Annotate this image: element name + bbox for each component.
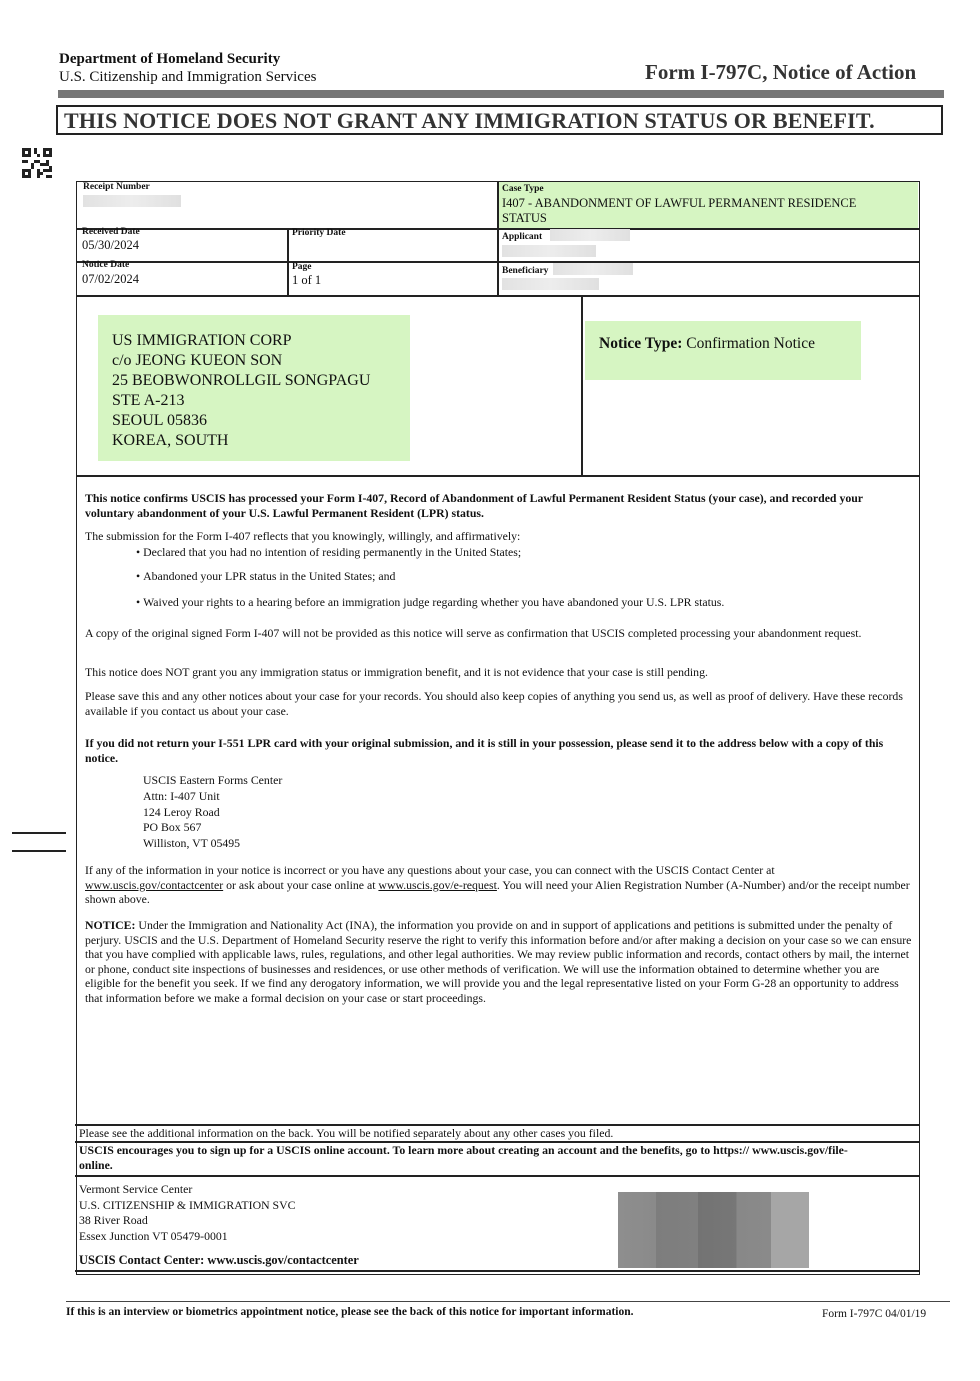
applicant-redacted <box>550 229 630 241</box>
beneficiary-redacted <box>553 263 633 275</box>
mail-address-line: 124 Leroy Road <box>143 804 220 819</box>
copy-paragraph: A copy of the original signed Form I-407 will not be provided as this notice will serve as confirmation that USCIS completed processing your abandonment request. <box>85 626 862 640</box>
beneficiary-redacted-2 <box>502 278 599 290</box>
department-name: Department of Homeland Security <box>59 51 281 67</box>
mail-address-block <box>143 773 282 852</box>
address-line: STE A-213 <box>112 392 185 409</box>
service-center-address <box>79 1182 296 1245</box>
received-date: 05/30/2024 <box>82 238 139 252</box>
save-records-paragraph: Please save this and any other notices about your case for your records. You should also keep copies of anything you send us, as well as proof of delivery. Have these records available if you contact us about your case. <box>85 689 903 718</box>
notice-type-value: Confirmation Notice <box>686 335 815 352</box>
contactcenter-link[interactable]: www.uscis.gov/contactcenter <box>85 877 224 892</box>
mailing-address-block <box>98 315 410 461</box>
received-date-label: Received Date <box>82 227 140 237</box>
barcode-redacted <box>618 1192 809 1268</box>
notice-type-label: Notice Type: <box>599 335 683 352</box>
qr-code-icon <box>22 148 52 178</box>
submission-paragraph: The submission for the Form I-407 reflects that you knowingly, willingly, and affirmatively: <box>85 529 521 543</box>
page-label: Page <box>292 262 312 272</box>
mail-address-line: PO Box 567 <box>143 820 202 835</box>
receipt-number-redacted <box>83 195 181 207</box>
notice-type-block <box>585 321 861 380</box>
return-card-paragraph: If you did not return your I-551 LPR card with your original submission, and it is still in your possession, please send it to the address below with a copy of this notice. <box>85 736 884 765</box>
beneficiary-label: Beneficiary <box>502 266 549 276</box>
list-item: • Waived your rights to a hearing before an immigration judge regarding whether you have abandoned your U.S. LPR status. <box>136 595 725 609</box>
form-revision: Form I-797C 04/01/19 <box>822 1308 927 1320</box>
applicant-label: Applicant <box>502 232 543 242</box>
list-item: • Declared that you had no intention of residing permanently in the United States; <box>136 545 522 559</box>
address-line: US IMMIGRATION CORP <box>112 332 292 349</box>
confirmation-paragraph: This notice confirms USCIS has processed your Form I-407, Record of Abandonment of Lawful Permanent Resident Status (your case), and recorded your voluntary abandonment of your U.S. Lawful Permanent Resident (LPR) status. <box>85 491 863 520</box>
case-type-value: I407 - ABANDONMENT OF LAWFUL PERMANENT RESIDENCE <box>502 196 857 210</box>
address-line: SEOUL 05836 <box>112 412 207 429</box>
notice-date-label: Notice Date <box>82 260 130 270</box>
no-status-paragraph: This notice does NOT grant you any immigration status or immigration benefit, and it is not evidence that your case is still pending. <box>85 665 708 679</box>
service-center-line: 38 River Road <box>79 1213 148 1228</box>
header-divider <box>58 90 944 98</box>
agency-name: U.S. Citizenship and Immigration Services <box>59 69 317 85</box>
service-center-line: Essex Junction VT 05479-0001 <box>79 1229 228 1244</box>
page-value: 1 of 1 <box>292 273 322 287</box>
receipt-number-label: Receipt Number <box>83 182 150 192</box>
contact-paragraph: If any of the information in your notice is incorrect or you have any questions about your case, you can connect with the USCIS Contact Center at www.uscis.gov/contactcenter or ask about your case online at www.uscis.gov/e-request. You will need your Alien Registration Number (A-Number) and/or the receipt number shown above. <box>85 863 910 907</box>
mail-address-line: Attn: I-407 Unit <box>143 788 220 803</box>
priority-date-label: Priority Date <box>292 228 346 238</box>
status-banner: THIS NOTICE DOES NOT GRANT ANY IMMIGRATION STATUS OR BENEFIT. <box>56 105 943 135</box>
online-account-note: USCIS encourages you to sign up for a USCIS online account. To learn more about creating an account and the benefits, go to https:// www.uscis.gov/file-online. <box>79 1143 848 1172</box>
mail-address-line: Williston, VT 05495 <box>143 836 241 851</box>
list-item: • Abandoned your LPR status in the United States; and <box>136 569 396 583</box>
address-line: 25 BEOBWONROLLGIL SONGPAGU <box>112 372 371 389</box>
applicant-redacted-2 <box>502 245 596 257</box>
service-center-line: U.S. CITIZENSHIP & IMMIGRATION SVC <box>79 1197 296 1212</box>
service-center-line: Vermont Service Center <box>79 1182 193 1196</box>
form-title: Form I-797C, Notice of Action <box>645 60 917 84</box>
address-line: KOREA, SOUTH <box>112 432 229 449</box>
case-type-value-cont: STATUS <box>502 211 547 225</box>
e-request-link[interactable]: www.uscis.gov/e-request <box>378 877 497 892</box>
notice-paragraph: NOTICE: Under the Immigration and Nationality Act (INA), the information you provide on and in support of applications and petitions is submitted under the penalty of perjury. USCIS and the U.S. Department of Homeland Security reserve the right to verify this information before and/or after making a decision on your case so we can ensure that you have complied with applicable laws, rules, regulations, and other legal authorities. We may review public information and records, contact others by mail, the internet or phone, conduct site inspections of businesses and residences, or use other methods of verification. We will use the information obtained to determine whether you are eligible for the benefit you seek. If we find any derogatory information, we will provide you and the legal representative listed on your Form G-28 an opportunity to address that information before we make a formal decision on your case or start proceedings. <box>85 918 912 1005</box>
notice-date: 07/02/2024 <box>82 272 139 286</box>
bottom-note: If this is an interview or biometrics appointment notice, please see the back of this notice for important information. <box>66 1306 634 1318</box>
mail-address-line: USCIS Eastern Forms Center <box>143 773 283 787</box>
margin-mark <box>12 832 66 834</box>
margin-mark <box>12 850 66 852</box>
case-type-label: Case Type <box>502 184 544 194</box>
address-line: c/o JEONG KUEON SON <box>112 352 283 369</box>
contact-center: USCIS Contact Center: www.uscis.gov/contactcenter <box>79 1253 359 1267</box>
additional-info-note: Please see the additional information on the back. You will be notified separately about any other cases you filed. <box>79 1126 614 1140</box>
